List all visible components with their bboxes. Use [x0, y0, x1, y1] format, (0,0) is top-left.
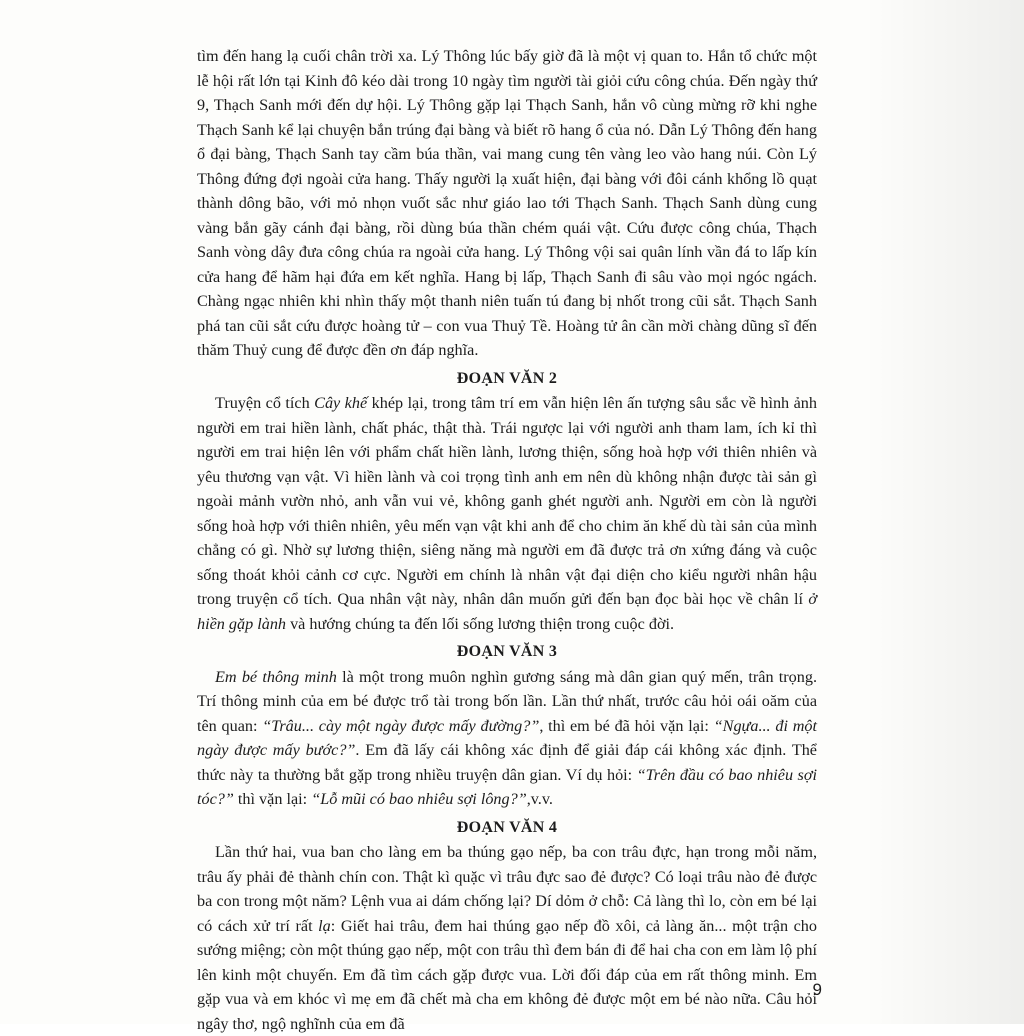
section-4-text-1: Lần thứ hai, vua ban cho làng em ba thúng gạo nếp, ba con trâu đực, hạn trong mỗi năm, trâu ấy phải đẻ thành chín con. Thật kì quặc vì trâu đực sao đẻ được? Có loại trâu nào đẻ được ba con trong một năm? Lệnh vua ai dám chống lại? Dí dỏm ở chỗ: Cả làng thì lo, còn em bé lại có cách xử trí rất [197, 843, 817, 935]
section-3-quote-4: “Lỗ mũi có bao nhiêu sợi lông?” [311, 790, 527, 808]
page-number: 9 [812, 980, 822, 999]
section-2-text-end: và hướng chúng ta đến lối sống lương thiện trong cuộc đời. [286, 614, 675, 633]
section-3-text-3: . Em đã lấy cái không xác định để giải đáp cái không xác định. Thể thức này ta thường bắt gặp trong nhiều truyện dân gian. Ví dụ hỏi: [197, 741, 817, 784]
page-body [197, 44, 817, 1036]
section-2-italic-title: Cây khế [314, 394, 368, 412]
section-2-italic-phrase: ở hiền gặp lành [197, 590, 817, 633]
section-3-italic-title: Em bé thông minh [215, 667, 337, 686]
section-3-heading: ĐOẠN VĂN 3 [456, 643, 558, 660]
section-3-paragraph [197, 665, 817, 812]
section-3-text-4: thì vặn lại: [233, 790, 312, 808]
page-shadow [864, 0, 1024, 1024]
section-2-heading: ĐOẠN VĂN 2 [456, 369, 558, 387]
section-4-paragraph [197, 840, 817, 1036]
intro-paragraph: tìm đến hang lạ cuối chân trời xa. Lý Thông lúc bấy giờ đã là một vị quan to. Hắn tổ chức một lễ hội rất lớn tại Kinh đô kéo dài trong 10 ngày tìm người tài giỏi cứu công chúa. Đến ngày thứ 9, Thạch Sanh mới đến dự hội. Lý Thông gặp lại Thạch Sanh, hắn vô cùng mừng rỡ khi nghe Thạch Sanh kể lại chuyện bắn trúng đại bàng và biết rõ hang ổ của nó. Dẫn Lý Thông đến hang ổ đại bàng, Thạch Sanh tay cầm búa thần, vai mang cung tên vàng leo vào hang núi. Còn Lý Thông đứng đợi ngoài cửa hang. Thấy người lạ xuất hiện, đại bàng với đôi cánh khổng lồ quạt thành dông bão, với mỏ nhọn vuốt sắc như giáo lao tới Thạch Sanh. Thạch Sanh dùng cung vàng bắn gãy cánh đại bàng, rồi dùng búa thần chém quái vật. Cứu được công chúa, Thạch Sanh vòng dây đưa công chúa ra ngoài cửa hang. Lý Thông vội sai quân lính vần đá to lấp kín cửa hang để hãm hại đứa em kết nghĩa. Hang bị lấp, Thạch Sanh đi sâu vào mọi ngóc ngách. Chàng ngạc nhiên khi nhìn thấy một thanh niên tuấn tú đang bị nhốt trong cũi sắt. Thạch Sanh phá tan cũi sắt cứu được hoàng tử – con vua Thuỷ Tề. Hoàng tử ân cần mời chàng dũng sĩ đến thăm Thuỷ cung để được đền ơn đáp nghĩa. [197, 47, 817, 359]
section-2-paragraph [197, 391, 817, 636]
section-3-text-2: , thì em bé đã hỏi vặn lại: [539, 716, 714, 735]
section-4-text-2: : Giết hai trâu, đem hai thúng gạo nếp đồ xôi, cả làng ăn... một trận cho sướng miệng; còn một thúng gạo nếp, một con trâu thì đem bán đi để hai cha con em làm lộ phí lên kinh một chuyến. Em đã tìm cách gặp được vua. Lời đối đáp của em rất thông minh. Em gặp vua và em khóc vì mẹ em đã chết mà cha em không đẻ được một em bé nào nữa. Câu hỏi ngây thơ, ngộ nghĩnh của em đã [197, 916, 817, 1033]
section-3-quote-3: “Trên đầu có bao nhiêu sợi tóc?” [197, 765, 817, 808]
section-3-quote-2: “Ngựa... đi một ngày được mấy bước?” [197, 716, 817, 759]
section-3-text-1: là một trong muôn nghìn gương sáng mà dân gian quý mến, trân trọng. Trí thông minh của em bé được trổ tài trong bốn lần. Lần thứ nhất, trước câu hỏi oái oăm của tên quan: [197, 667, 817, 735]
section-2-text-start: Truyện cổ tích [215, 394, 315, 412]
section-2-text-middle: khép lại, trong tâm trí em vẫn hiện lên ấn tượng sâu sắc về hình ảnh người em trai hiền lành, chất phác, thật thà. Trái ngược lại với người anh tham lam, ích kỉ thì người em trai hiện lên với phẩm chất hiền lành, lương thiện, sống hoà hợp với thiên nhiên và yêu thương vạn vật. Vì hiền lành và coi trọng tình anh em nên dù không nhận được tài sản gì ngoài mảnh vườn nhỏ, anh vẫn vui vẻ, không ganh ghét người anh. Người em còn là người sống hoà hợp với thiên nhiên, yêu mến vạn vật khi anh để cho chim ăn khế dù tài sản của mình chẳng có gì. Nhờ sự lương thiện, siêng năng mà người em đã được trả ơn xứng đáng và cuộc sống thoát khỏi cảnh cơ cực. Người em chính là nhân vật đại diện cho kiểu người nhân hậu trong truyện cổ tích. Qua nhân vật này, nhân dân muốn gửi đến bạn đọc bài học về chân lí [197, 394, 817, 608]
section-3-quote-1: “Trâu... cày một ngày được mấy đường?” [262, 716, 540, 735]
section-4-italic: lạ [318, 916, 331, 935]
section-4-heading: ĐOẠN VĂN 4 [456, 818, 558, 836]
section-3-text-5: ,v.v. [526, 790, 553, 808]
